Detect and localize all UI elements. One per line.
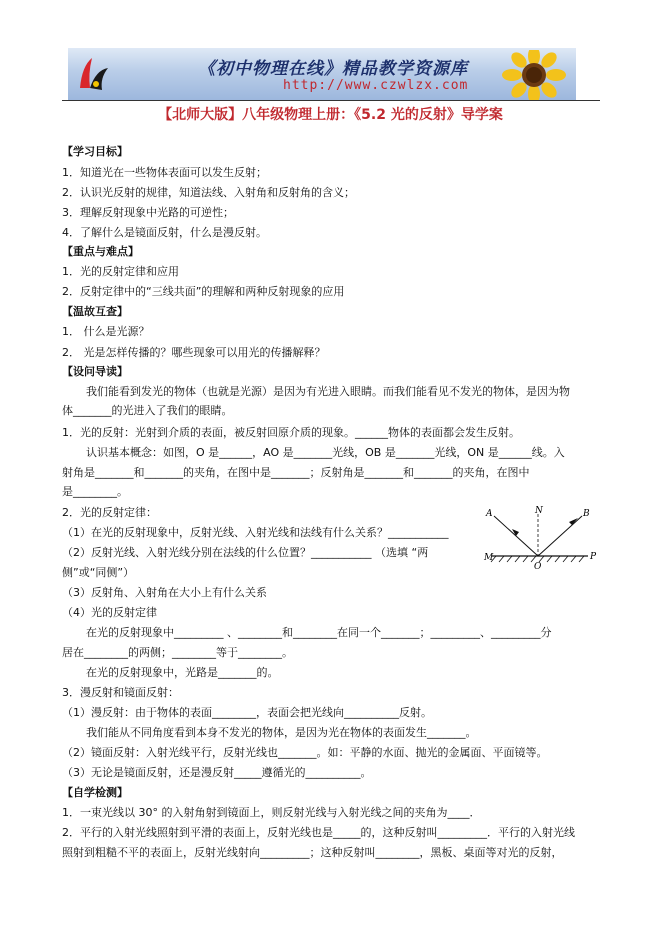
diagram-label-a: A: [486, 509, 493, 519]
section-heading-self-check: 【自学检测】: [62, 786, 128, 799]
text-line: 我们能看到发光的物体（也就是光源）是因为有光进入眼睛。而我们能看见不发光的物体，是因为物: [86, 385, 570, 398]
text-line: 我们能从不同角度看到本身不发光的物体，是因为光在物体的表面发生_______。: [86, 726, 477, 739]
text-line: 在光的反射现象中，光路是_______的。: [86, 666, 279, 679]
text-line: 3．理解反射现象中光路的可逆性；: [62, 206, 234, 219]
text-line: 3．漫反射和镜面反射：: [62, 686, 179, 699]
text-line: 2．平行的入射光线照射到平滑的表面上，反射光线也是_____的，这种反射叫_________．平行的入射光线: [62, 826, 575, 839]
text-line: 1． 什么是光源？: [62, 325, 150, 338]
reflection-diagram: [482, 506, 610, 572]
section-heading-guided-reading: 【设问导读】: [62, 365, 128, 378]
diagram-label-n: N: [535, 506, 543, 516]
diagram-label-o: O: [534, 562, 542, 572]
text-line: 在光的反射现象中_________ 、________和________在同一个_______；_________、_________分: [86, 626, 552, 639]
text-line: 认识基本概念：如图，O 是______，AO 是_______光线，OB 是_______光线，ON 是______线。入: [86, 446, 565, 459]
text-line: （1）在光的反射现象中，反射光线、入射光线和法线有什么关系？___________: [62, 526, 449, 539]
text-line: 体_______的光进入了我们的眼睛。: [62, 404, 233, 417]
header-rule: [62, 100, 600, 101]
text-line: 2．反射定律中的“三线共面”的理解和两种反射现象的应用: [62, 285, 345, 298]
header-banner: [68, 48, 576, 100]
text-line: 1．光的反射定律和应用: [62, 265, 179, 278]
banner-title: 《初中物理在线》精品教学资源库: [198, 59, 468, 79]
section-heading-objectives: 【学习目标】: [62, 145, 128, 158]
text-line: （4）光的反射定律: [62, 606, 157, 619]
section-heading-review: 【温故互查】: [62, 305, 128, 318]
document-title: 【北师大版】八年级物理上册：《5.2 光的反射》导学案: [158, 107, 503, 123]
text-line: 2． 光是怎样传播的？哪些现象可以用光的传播解释？: [62, 346, 326, 359]
text-line: 1．光的反射：光射到介质的表面，被反射回原介质的现象。______物体的表面都会发生反射。: [62, 426, 520, 439]
text-line: 1．一束光线以 30° 的入射角射到镜面上，则反射光线与入射光线之间的夹角为____．: [62, 806, 481, 819]
banner-url: http://www.czwlzx.com: [283, 78, 469, 93]
text-line: 照射到粗糙不平的表面上，反射光线射向_________；这种反射叫________，黑板、桌面等对光的反射，: [62, 846, 563, 859]
text-line: 2．光的反射定律：: [62, 506, 157, 519]
diagram-label-p: P: [590, 552, 597, 562]
text-line: 1．知道光在一些物体表面可以发生反射；: [62, 166, 267, 179]
diagram-label-m: M: [484, 553, 494, 563]
section-heading-key-points: 【重点与难点】: [62, 245, 139, 258]
text-line: （3）反射角、入射角在大小上有什么关系: [62, 586, 267, 599]
site-logo-icon: [74, 54, 114, 94]
sunflower-icon: [494, 50, 572, 100]
text-line: 4．了解什么是镜面反射，什么是漫反射。: [62, 226, 267, 239]
text-line: 居在________的两侧；________等于________。: [62, 646, 293, 659]
text-line: （2）反射光线、入射光线分别在法线的什么位置？___________ （选填 “两: [62, 546, 429, 559]
text-line: （2）镜面反射：入射光线平行，反射光线也_______。如：平静的水面、抛光的金属面、平面镜等。: [62, 746, 548, 759]
text-line: 射角是_______和_______的夹角，在图中是_______；反射角是_______和_______的夹角，在图中: [62, 466, 530, 479]
text-line: （1）漫反射：由于物体的表面________，表面会把光线向__________反射。: [62, 706, 432, 719]
text-line: （3）无论是镜面反射，还是漫反射_____遵循光的__________。: [62, 766, 372, 779]
diagram-label-b: B: [583, 509, 590, 519]
text-line: 2．认识光反射的规律，知道法线、入射角和反射角的含义；: [62, 186, 355, 199]
text-line: 是________。: [62, 485, 128, 498]
text-line: 侧”或“同侧”）: [62, 566, 135, 579]
